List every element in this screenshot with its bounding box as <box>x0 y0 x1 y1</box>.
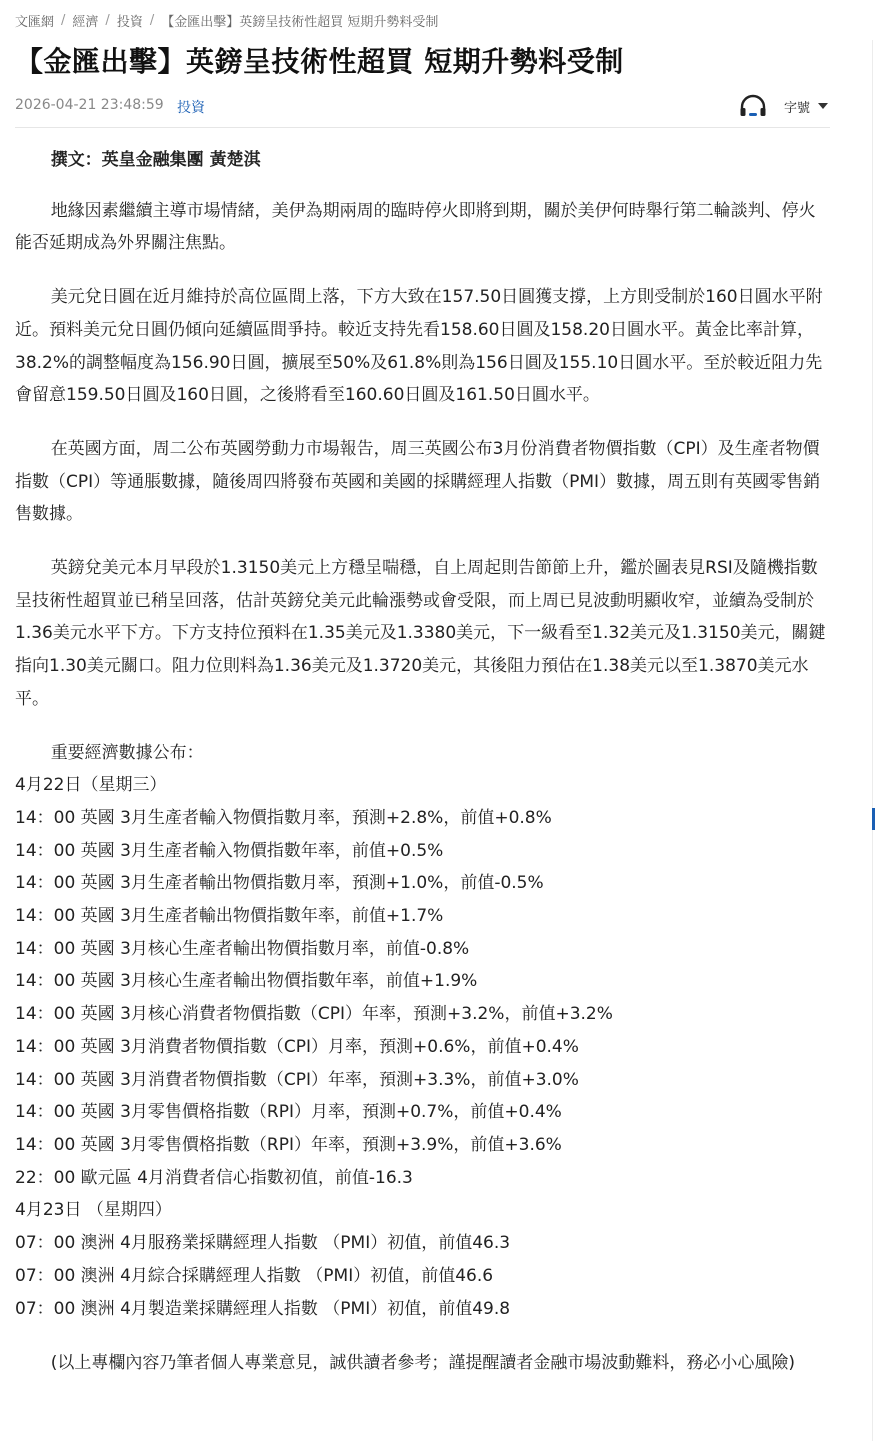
category-link[interactable]: 投資 <box>177 100 205 116</box>
chevron-down-icon[interactable] <box>818 103 828 109</box>
page-title: 【金匯出擊】英鎊呈技術性超買 短期升勢料受制 <box>15 45 624 78</box>
paragraph: 在英國方面，周二公布英國勞動力市場報告，周三英國公布3月份消費者物價指數（CPI）及生產者物價指數（CPI）等通脹數據，隨後周四將發布英國和美國的採購經理人指數（PMI）數據，周五則有英國零售銷售數據。 <box>15 438 821 525</box>
schedule-item: 14：00 英國 3月生產者輸出物價指數年率，前值+1.7% <box>15 906 444 927</box>
article-body <box>15 144 830 1380</box>
breadcrumb <box>15 10 438 30</box>
paragraph: 地緣因素繼續主導市場情緒，美伊為期兩周的臨時停火即將到期，關於美伊何時舉行第二輪談判、停火能否延期成為外界關注焦點。 <box>15 200 816 254</box>
schedule-item: 14：00 英國 3月生產者輸出物價指數月率，預測+1.0%，前值-0.5% <box>15 873 544 894</box>
schedule-item: 07：00 澳洲 4月服務業採購經理人指數 （PMI）初值，前值46.3 <box>15 1233 511 1254</box>
article-tools <box>738 94 830 118</box>
schedule-item: 14：00 英國 3月核心生產者輸出物價指數月率，前值-0.8% <box>15 938 470 959</box>
breadcrumb-separator: / <box>61 12 66 28</box>
schedule-item: 22：00 歐元區 4月消費者信心指數初值，前值-16.3 <box>15 1167 413 1188</box>
breadcrumb-economy[interactable]: 經濟 <box>72 14 99 30</box>
schedule-item: 14：00 英國 3月生產者輸入物價指數月率，預測+2.8%，前值+0.8% <box>15 807 552 828</box>
schedule-item: 14：00 英國 3月核心生產者輸出物價指數年率，前值+1.9% <box>15 971 478 992</box>
publish-datetime: 2026-04-21 23:48:59 <box>15 97 164 113</box>
schedule-date: 4月23日 （星期四） <box>15 1200 172 1221</box>
breadcrumb-home[interactable]: 文匯網 <box>15 14 55 30</box>
schedule-item: 07：00 澳洲 4月綜合採購經理人指數 （PMI）初值，前值46.6 <box>15 1265 494 1286</box>
breadcrumb-separator: / <box>149 12 155 28</box>
schedule-date: 4月22日（星期三） <box>15 775 167 796</box>
schedule-item: 14：00 英國 3月生產者輸入物價指數年率，前值+0.5% <box>15 840 444 861</box>
schedule-item: 07：00 澳洲 4月製造業採購經理人指數 （PMI）初值，前值49.8 <box>15 1298 511 1319</box>
economic-schedule <box>15 737 830 1326</box>
headphones-icon[interactable] <box>738 94 768 118</box>
schedule-item: 14：00 英國 3月核心消費者物價指數（CPI）年率，預測+3.2%，前值+3.2% <box>15 1004 613 1025</box>
breadcrumb-investment[interactable]: 投資 <box>116 14 143 30</box>
schedule-item: 14：00 英國 3月零售價格指數（RPI）年率，預測+3.9%，前值+3.6% <box>15 1134 562 1155</box>
breadcrumb-separator: / <box>105 12 110 28</box>
disclaimer: (以上專欄內容乃筆者個人專業意見，誠供讀者參考；謹提醒讀者金融市場波動難料，務必小心風險) <box>50 1353 795 1374</box>
font-size-label[interactable]: 字號 <box>783 100 810 116</box>
divider <box>15 127 830 128</box>
schedule-item: 14：00 英國 3月消費者物價指數（CPI）年率，預測+3.3%，前值+3.0% <box>15 1069 579 1090</box>
schedule-item: 14：00 英國 3月零售價格指數（RPI）月率，預測+0.7%，前值+0.4% <box>15 1102 562 1123</box>
author-line: 撰文：英皇金融集團 黃楚淇 <box>50 150 261 170</box>
sidebar-edge <box>872 40 873 1441</box>
paragraph: 美元兌日圓在近月維持於高位區間上落，下方大致在157.50日圓獲支撐，上方則受制於160日圓水平附近。預料美元兌日圓仍傾向延續區間爭持。較近支持先看158.60日圓及158.20日圓水平。黃金比率計算， 38.2%的調整幅度為156.90日圓，擴展至50%及61.8%則為156日圓及155.10日圓水平。至於較近阻力先會留意159.50日圓及160日圓，之後將看至160.60日圓及161.50日圓水平。 <box>15 287 823 406</box>
breadcrumb-current: 【金匯出擊】英鎊呈技術性超買 短期升勢料受制 <box>161 14 439 30</box>
article-meta <box>15 94 830 118</box>
paragraph: 英鎊兌美元本月早段於1.3150美元上方穩呈喘穩，自上周起則告節節上升，鑑於圖表見RSI及隨機指數呈技術性超買並已稍呈回落，估計英鎊兌美元此輪漲勢或會受限，而上周已見波動明顯收窄，並續為受制於1.36美元水平下方。下方支持位預料在1.35美元及1.3380美元，下一級看至1.32美元及1.3150美元，關鍵指向1.30美元關口。阻力位則料為1.36美元及1.3720美元，其後阻力預估在1.38美元以至1.3870美元水平。 <box>15 558 826 709</box>
schedule-item: 14：00 英國 3月消費者物價指數（CPI）月率，預測+0.6%，前值+0.4% <box>15 1036 579 1057</box>
schedule-heading: 重要經濟數據公布： <box>50 742 204 763</box>
